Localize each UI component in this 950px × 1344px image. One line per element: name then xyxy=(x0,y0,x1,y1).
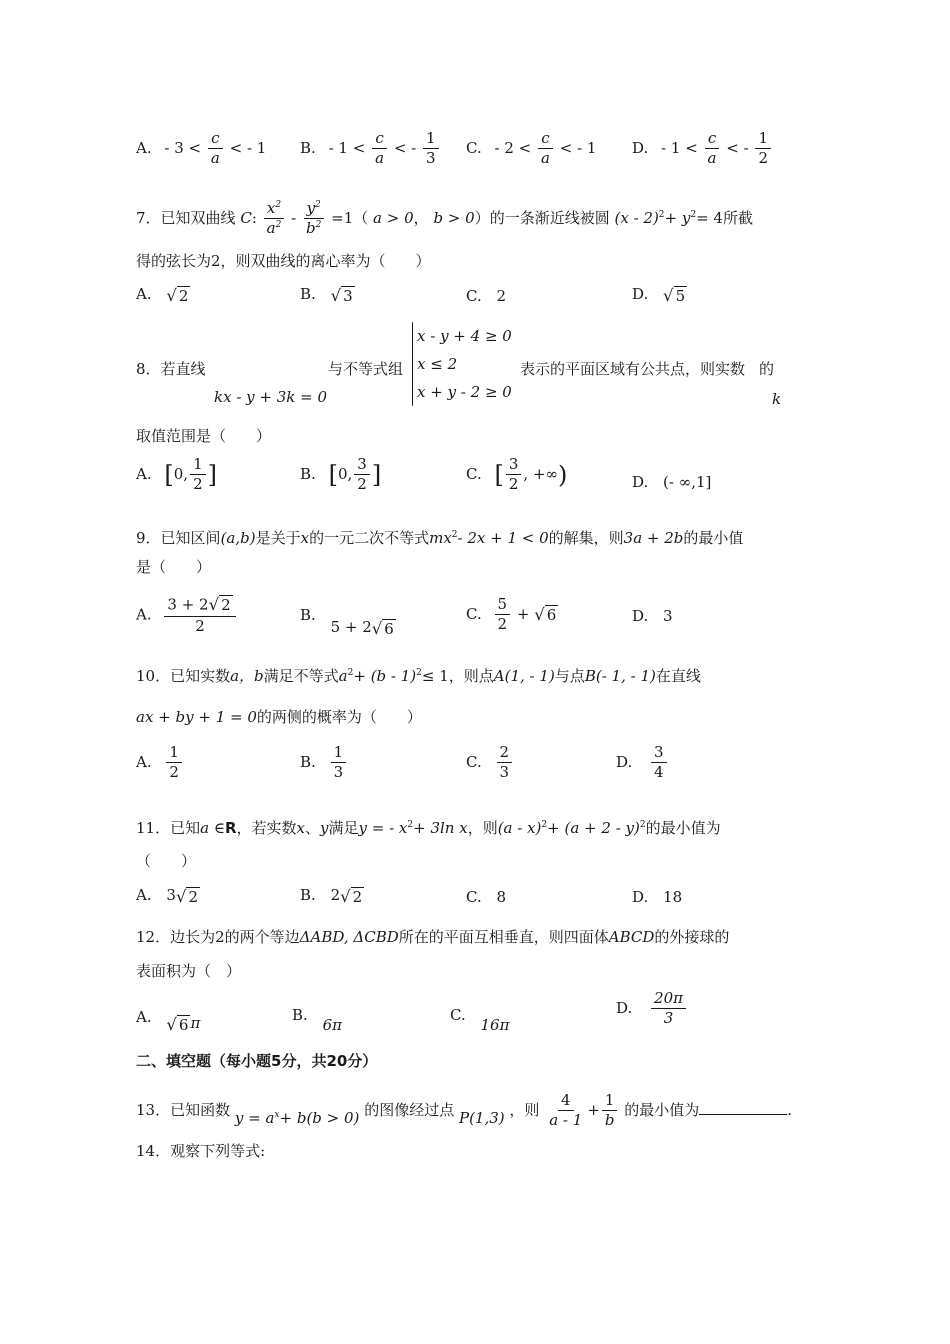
q10-option-d: D. $\frac{3}{4}$ xyxy=(616,744,669,782)
q8-option-b: B. [0, $\frac{3}{2}$ ] xyxy=(300,455,382,494)
q9-option-d: D. 3 xyxy=(632,607,673,625)
q7-option-b: B. √ 3 xyxy=(300,285,353,305)
question-9-stem: 9．已知区间(a,b)是关于x的一元二次不等式$mx^2-$ 2x + 1 < 0的解集，则3a + 2b的最小值 xyxy=(136,529,744,547)
q9-option-a: A. $\frac{3 + 2√ 2}{2}$ xyxy=(136,596,238,635)
q8-text-3: 表示的平面区域有公共点，则实数 的 xyxy=(520,360,775,378)
q7-option-d: D. √ 5 xyxy=(632,285,686,305)
q10-option-c: C. $\frac{2}{3}$ xyxy=(466,744,514,782)
question-12-stem: 12．边长为2的两个等边ΔABD, ΔCBD所在的平面互相垂直，则四面体ABCD的外接球的 xyxy=(136,928,730,946)
question-8-line2: 取值范围是（ ） xyxy=(136,427,272,445)
q6-option-c: C. - 2 < $\frac{c}{a}$ < - 1 xyxy=(466,129,597,168)
q9-option-c: C. $\frac{5}{2}$ + √ 6 xyxy=(466,595,557,634)
question-7-stem: 7．已知双曲线 C: $\frac{x^2}{a^2}$ - $\frac{y^2}{b^2}$ =1（ a > 0， b > 0）的一条渐近线被圆 $(x - 2)^2+ y^2= 4$所截 xyxy=(136,199,753,238)
question-7-line2: 得的弦长为2，则双曲线的离心率为（ ） xyxy=(136,252,431,270)
q12-option-d: D. $\frac{20\pi}{3}$ xyxy=(616,990,688,1028)
q11-option-b: B. 2√ 2 xyxy=(300,886,363,906)
q9-option-b: B. 5 + 2√ 6 xyxy=(300,606,394,638)
q12-option-b: B. 6π xyxy=(292,1006,342,1034)
question-11-stem: 11．已知a ∈R，若实数x、y满足y = - $x^2+ 3\ln$ x，则$(a - x)^2+ (a + 2 - y)^2$的最小值为 xyxy=(136,819,721,837)
question-9-line2: 是（ ） xyxy=(136,558,212,576)
q6-option-b: B. - 1 < $\frac{c}{a}$ < - $\frac{1}{3}$ xyxy=(300,130,441,168)
q6-option-a: A. - 3 < $\frac{c}{a}$ < - 1 xyxy=(136,129,267,168)
q7-option-c: C. 2 xyxy=(466,287,507,305)
q8-k: k xyxy=(772,390,782,408)
q11-option-d: D. 18 xyxy=(632,888,683,906)
question-14-stem: 14．观察下列等式: xyxy=(136,1142,266,1160)
q8-line-expr: kx - y + 3k = 0 xyxy=(214,388,328,406)
q8-text-2: 与不等式组 xyxy=(328,360,404,378)
q7-option-a: A. √ 2 xyxy=(136,285,189,305)
q8-option-d: D. (- ∞,1] xyxy=(632,473,712,491)
q13-answer-blank xyxy=(699,1100,787,1115)
q8-inequality-system: x - y + 4 ≥ 0 x ≤ 2 x + y - 2 ≥ 0 xyxy=(412,322,512,406)
q8-option-c: C. [ $\frac{3}{2}$ , +∞) xyxy=(466,455,568,494)
q8-option-a: A. [0, $\frac{1}{2}$ ] xyxy=(136,455,217,494)
q11-option-c: C. 8 xyxy=(466,888,507,906)
question-8-stem: 8．若直线 xyxy=(136,360,206,378)
section-2-heading: 二、填空题（每小题5分，共20分） xyxy=(136,1052,378,1070)
q10-option-a: A. $\frac{1}{2}$ xyxy=(136,744,184,782)
question-11-line2: （ ） xyxy=(136,852,197,870)
question-13-stem: 13．已知函数 $y = a^x+ b(b > 0)$ 的图像经过点 P(1,3) ，则 $\frac{4}{a - 1}$ + $\frac{1}{b}$ 的最小值为 . xyxy=(136,1091,793,1130)
q12-option-c: C. 16π xyxy=(450,1006,510,1034)
q6-option-d: D. - 1 < $\frac{c}{a}$ < - $\frac{1}{2}$ xyxy=(632,130,773,168)
q10-option-b: B. $\frac{1}{3}$ xyxy=(300,744,348,782)
question-12-line2: 表面积为（ ） xyxy=(136,962,242,980)
question-10-line2: ax + by + 1 = 0的两侧的概率为（ ） xyxy=(136,708,422,726)
q11-option-a: A. 3√ 2 xyxy=(136,886,198,906)
q12-option-a: A. √ 6 π xyxy=(136,1008,201,1034)
question-10-stem: 10．已知实数a，b满足不等式$a^2+ (b - 1)^2\le 1$，则点A(1, - 1)与点B(- 1, - 1)在直线 xyxy=(136,667,701,685)
